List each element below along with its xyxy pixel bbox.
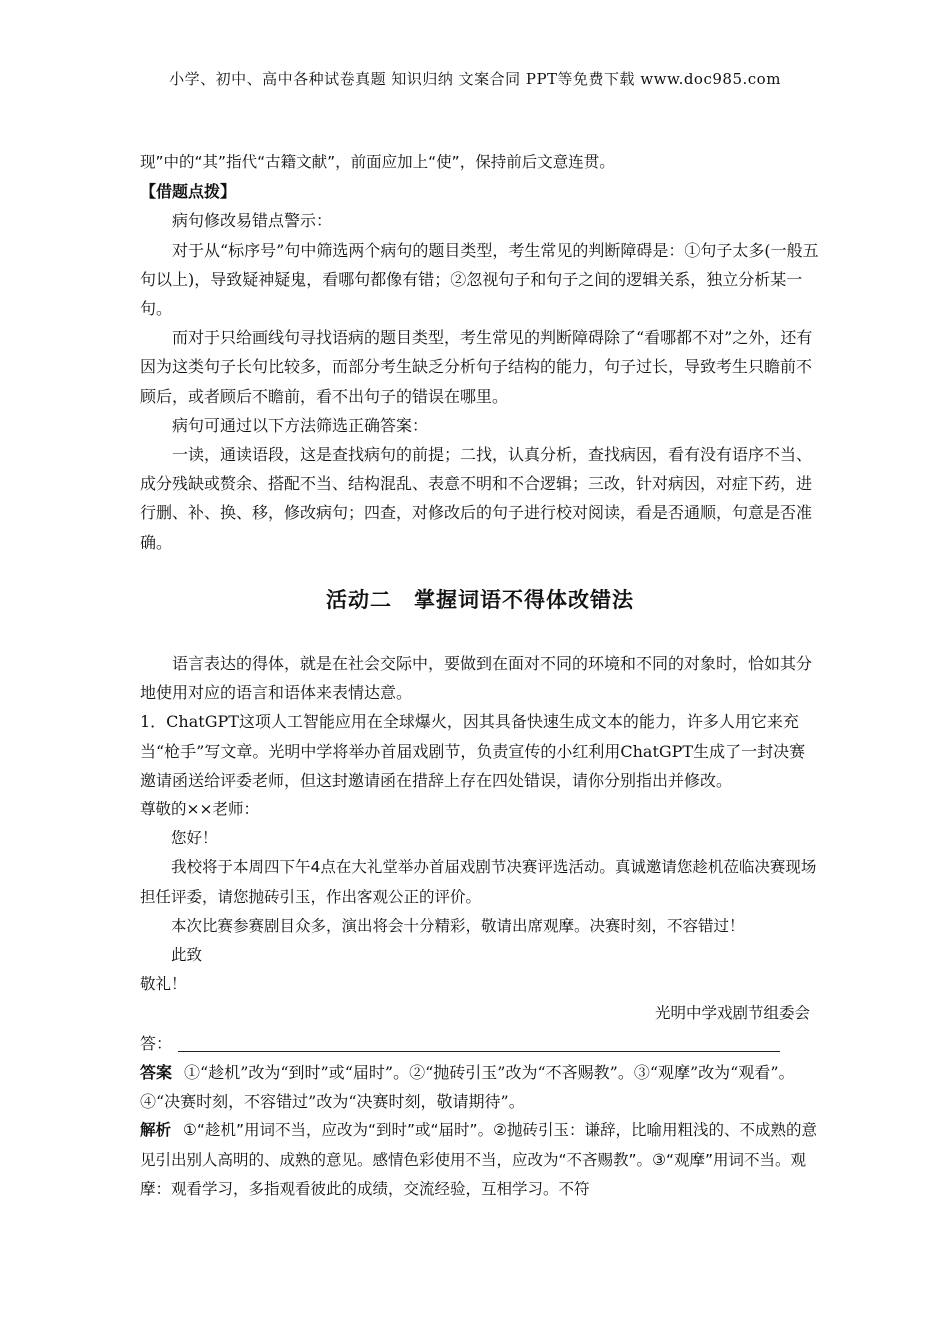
letter-signature: 光明中学戏剧节组委会: [654, 1004, 810, 1023]
answer-block: [140, 1058, 820, 1116]
tip-paragraph-3: 病句可通过以下方法筛选正确答案：: [172, 415, 429, 435]
main-content: [140, 148, 820, 1204]
answer-underline: [178, 1033, 780, 1052]
analysis-text: ①“趁机”用词不当，应改为“到时”或“届时”。②抛砖引玉：谦辞，比喻用粗浅的、不成熟的意见引出别人高明的、成熟的意见。感情色彩使用不当，应改为“不吝赐教”。③“观摩”用词不当。观摩：观看学习，多指观看彼此的成绩，交流经验，互相学习。不符: [140, 1121, 817, 1198]
tip-paragraph-1: 对于从“标序号”句中筛选两个病句的题目类型，考生常见的判断障碍是：①句子太多(一般五句以上)，导致疑神疑鬼，看哪句都像有错；②忽视句子和句子之间的逻辑关系，独立分析某一句。: [140, 240, 819, 319]
letter-body-1: 我校将于本周四下午4点在大礼堂举办首届戏剧节决赛评选活动。真诚邀请您趁机莅临决赛现场担任评委，请您抛砖引玉，作出客观公正的评价。: [140, 858, 817, 906]
continuation-text: 现”中的“其”指代“古籍文献”，前面应加上“使”，保持前后文意连贯。: [140, 153, 615, 171]
page-header: 小学、初中、高中各种试卷真题 知识归纳 文案合同 PPT等免费下载 www.doc985.com: [169, 70, 781, 88]
tip-subtitle: 病句修改易错点警示：: [172, 211, 333, 231]
tip-paragraph-2: 而对于只给画线句寻找语病的题目类型，考生常见的判断障碍除了“看哪都不对”之外，还有因为这类句子长句比较多，而部分考生缺乏分析句子结构的能力，句子过长，导致考生只瞻前不顾后，或者顾后不瞻前，看不出句子的错误在哪里。: [140, 328, 813, 406]
letter-salutation: 尊敬的××老师：: [140, 800, 259, 819]
analysis-block: [140, 1116, 820, 1204]
letter-greeting: 您好！: [171, 829, 218, 848]
answer-prompt: 答：: [140, 1033, 173, 1053]
analysis-label: 解析: [140, 1121, 172, 1140]
question-text: 1．ChatGPT这项人工智能应用在全球爆火，因其具备快速生成文本的能力，许多人用它来充当“枪手”写文章。光明中学将举办首届戏剧节，负责宣传的小红利用ChatGPT生成了一封决赛邀请函送给评委老师，但这封邀请函在措辞上存在四处错误，请你分别指出并修改。: [140, 712, 806, 790]
answer-label: 答案: [140, 1062, 173, 1082]
answer-text: ①“趁机”改为“到时”或“届时”。②“抛砖引玉”改为“不吝赐教”。③“观摩”改为“观看”。④“决赛时刻，不容错过”改为“决赛时刻，敬请期待”。: [140, 1062, 795, 1112]
letter-closing-1: 此致: [171, 946, 203, 965]
tip-title: 【借题点拨】: [140, 182, 237, 202]
intro-paragraph: 语言表达的得体，就是在社会交际中，要做到在面对不同的环境和不同的对象时，恰如其分地使用对应的语言和语体来表情达意。: [140, 654, 813, 703]
tip-paragraph-4: 一读，通读语段，这是查找病句的前提；二找，认真分析，查找病因，看有没有语序不当、成分残缺或赘余、搭配不当、结构混乱、表意不明和不合逻辑；三改，针对病因，对症下药，进行删、补、换、移，修改病句；四查，对修改后的句子进行校对阅读，看是否通顺，句意是否准确。: [140, 445, 813, 552]
section-heading: 活动二 掌握词语不得体改错法: [326, 587, 634, 612]
answer-blank-line: [140, 1029, 820, 1058]
letter-body-2: 本次比赛参赛剧目众多，演出将会十分精彩，敬请出席观摩。决赛时刻，不容错过！: [171, 916, 745, 935]
letter-closing-2: 敬礼！: [140, 975, 187, 994]
